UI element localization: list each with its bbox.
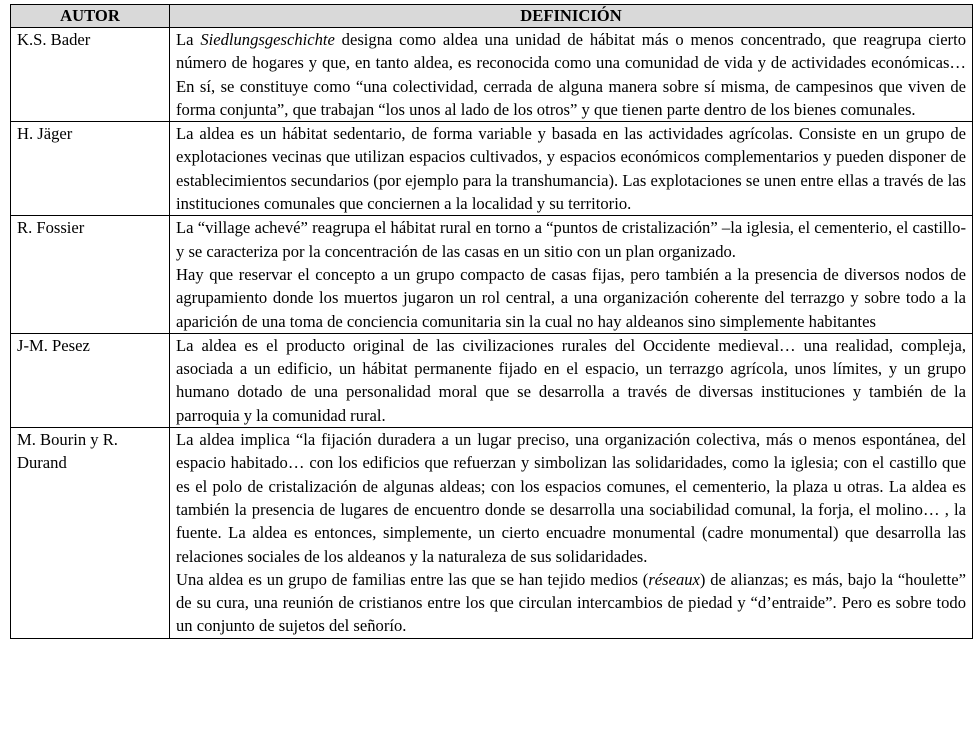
definitions-table <box>10 4 973 639</box>
definition-cell: La aldea es el producto original de las civilizaciones rurales del Occidente medieval… una realidad, compleja, asociada a un edificio, un hábitat permanente fijado en el espacio, un terrazgo agrícola, unos límites, y un grupo humano dotado de una personalidad moral que se desarrolla a través de diversas instituciones y también de la parroquia y la comunidad rural. <box>170 333 973 427</box>
author-cell: R. Fossier <box>11 216 170 333</box>
author-cell: M. Bourin y R. Durand <box>11 428 170 639</box>
table-row <box>11 216 973 333</box>
table-row <box>11 333 973 427</box>
definition-text: La <box>176 30 201 49</box>
definition-text: ) de alianzas; es más, bajo la “houlette” de su cura, una reunión de cristianos entre los que circulan intercambios de piedad y “d’entraide”. Pero es sobre todo un conjunto de sujetos del señorío. <box>176 569 966 636</box>
definition-cell <box>170 28 973 122</box>
header-row <box>11 5 973 28</box>
author-cell: K.S. Bader <box>11 28 170 122</box>
author-cell: J-M. Pesez <box>11 333 170 427</box>
definition-paragraph: La aldea implica “la fijación duradera a un lugar preciso, una organización colectiva, más o menos espontánea, del espacio habitado… con los edificios que refuerzan y simbolizan las solidaridades, como la iglesia; con el castillo que es el polo de cristalización de algunas aldeas; con los espacios comunes, el cementerio, la plaza u otras. La aldea es también la presencia de lugares de encuentro donde se desarrolla una sociabilidad comunal, la forja, el molino… , la fuente. La aldea es entonces, simplemente, un cierto encuadre monumental (cadre monumental) que desarrolla las relaciones sociales de los aldeanos y la naturaleza de sus solidaridades. <box>176 430 966 566</box>
italic-term: réseaux <box>648 569 700 589</box>
definition-cell <box>170 428 973 639</box>
table-row <box>11 28 973 122</box>
header-definition: DEFINICIÓN <box>170 5 973 28</box>
definition-cell <box>170 216 973 333</box>
header-author: AUTOR <box>11 5 170 28</box>
italic-term: Siedlungsgeschichte <box>200 30 335 49</box>
author-cell: H. Jäger <box>11 122 170 216</box>
definition-paragraph <box>176 568 966 638</box>
table-row <box>11 122 973 216</box>
definition-text: designa como aldea una unidad de hábitat más o menos concentrado, que reagrupa cierto número de hogares y que, en tanto aldea, es reconocida como una comunidad de vida y de actividades económicas… En sí, se constituye como “una colectividad, cerrada de alguna manera sobre sí misma, de campesinos que viven de forma conjunta”, que trabajan “los unos al lado de los otros” y que tienen parte dentro de los bienes comunales. <box>176 30 966 119</box>
definition-paragraph: La “village achevé” reagrupa el hábitat rural en torno a “puntos de cristalización” –la iglesia, el cementerio, el castillo- y se caracteriza por la concentración de las casas en un sitio con un plan organizado. <box>176 218 966 261</box>
definition-cell: La aldea es un hábitat sedentario, de forma variable y basada en las actividades agrícolas. Consiste en un grupo de explotaciones vecinas que utilizan espacios cultivados, y espacios económicos complementarios y pueden disponer de establecimientos secundarios (por ejemplo para la transhumancia). Las explotaciones se unen entre ellas a través de las instituciones comunales que conciernen a la localidad y su territorio. <box>170 122 973 216</box>
definition-text: Una aldea es un grupo de familias entre las que se han tejido medios ( <box>176 569 649 589</box>
table-row <box>11 428 973 639</box>
definition-paragraph: Hay que reservar el concepto a un grupo compacto de casas fijas, pero también a la presencia de diversos nodos de agrupamiento donde los muertos jugaron un rol central, a una organización coherente del terrazgo y sobre todo a la aparición de una toma de conciencia comunitaria sin la cual no hay aldeanos sino simplemente habitantes <box>176 264 966 331</box>
